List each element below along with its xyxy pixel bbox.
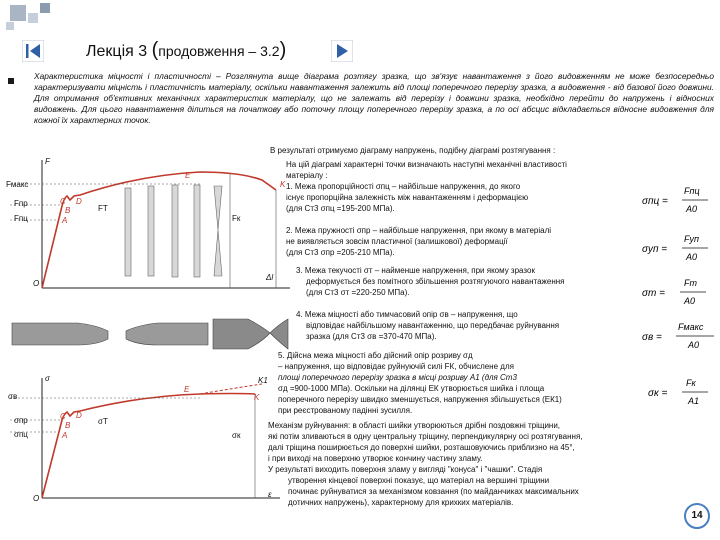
curve [42, 172, 276, 288]
page-number: 14 [684, 503, 710, 529]
point-K: K [254, 393, 260, 402]
formula-elasticity [642, 230, 712, 271]
text-line: 3. Межа текучості σт – найменше напруження, при якому зразок [296, 266, 535, 275]
text-line: (для Ст3 σпр =205-210 МПа). [286, 248, 395, 257]
formula-lhs: σк = [648, 388, 668, 399]
bullet-marker [8, 78, 14, 84]
decor-square [6, 22, 14, 30]
text-line: поперечного перерізу швидко зменшується, напруження збільшується (ЕК1) [278, 395, 562, 404]
decor-square [10, 5, 26, 21]
left-arrow-with-bar-icon [22, 40, 44, 62]
axis-label-F: F [45, 157, 50, 166]
formula-numerator: Fуп [684, 234, 699, 244]
label-delta-l: Δl [266, 273, 274, 282]
label-sigma-v: σв [8, 392, 18, 401]
curve [42, 394, 255, 499]
formula-numerator: Fк [686, 378, 696, 388]
text-line: На цій діаграмі характерні точки визначають наступні механічні властивості [286, 160, 567, 169]
label-FT: FТ [98, 204, 108, 213]
point-C: C [60, 412, 66, 421]
text-line: існує пропорційна залежність між навантаженням і деформацією [286, 193, 529, 202]
point-O: O [33, 279, 40, 288]
text-line: У результаті виходить поверхня зламу у вигляді "конуса" і "чашки". Стадія [268, 465, 543, 474]
formula-numerator: Fмакс [678, 322, 704, 332]
point-A: A [62, 216, 68, 225]
intro-paragraph: Характеристика міцності і пластичності – Розглянута вище діаграма розтягу зразка, що зв'язує навантаження з його видовженням не може безпосередньо характеризувати міцність і пластичність матеріалу, оскільки навантаження залежить від площі поперечного перерізу зразка, а видовження - від базової його довжини. Для отримання об'єктивних механічних характеристик матеріалу, що не залежать від перерізу і довжини зразка, необхідно перейти до напружень і відносних видовжень. Для цього навантаження ділиться на початкову або поточну площу поперечного перерізу зразка, а по осі абсцис відкладається відносне видовження для кожної їх характерних точок. [34, 71, 714, 126]
formula-true-strength [648, 374, 714, 415]
text-line: 4. Межа міцності або тимчасовий опір σв – напруження, що [296, 310, 518, 319]
title-main: Лекція 3 [86, 43, 152, 60]
text-line: далі тріщина поширюється до поверхні шийки, розташовуючись приблизно на 45°, [268, 443, 575, 452]
title-sub: продовження – 3.2 [158, 43, 280, 59]
page-title [86, 39, 286, 62]
text-line: при реєстрованому падінні зусилля. [278, 406, 413, 415]
text-line: і при виході на поверхню утворює кончину частину зламу. [268, 454, 483, 463]
axis-label-sigma: σ [45, 374, 50, 383]
formula-yield [642, 274, 712, 315]
title-paren: ( [151, 39, 159, 61]
text-line: 1. Межа пропорційності σпц – найбільше напруження, до якого [286, 182, 521, 191]
label-Fpr: Fпр [14, 199, 28, 208]
formula-denominator: A0 [684, 296, 696, 306]
text-line: не виявляється зовсім пластичної (залишкової) деформації [286, 237, 508, 246]
right-arrow-icon [331, 40, 353, 62]
formula-proportionality [642, 182, 712, 223]
text-line: деформується без помітного збільшення розтягуючого навантаження [306, 277, 565, 286]
label-Fmax: Fмакс [6, 180, 29, 189]
force-elongation-diagram [0, 150, 300, 300]
text-line: – напруження, що відповідає руйнуючій силі FК, обчислене для [278, 362, 514, 371]
point-K: K [280, 180, 286, 189]
text-line: σд =900-1000 МПа). Оскільки на ділянці ЕК утворюється шийка і площа [278, 384, 545, 393]
label-sigma-pc: σпц [14, 430, 28, 439]
label-Fpc: Fпц [14, 214, 28, 223]
specimen-neck-photo [8, 303, 293, 363]
formula-denominator: A1 [688, 396, 700, 406]
text-line: (для Ст3 σт =220-250 МПа). [306, 288, 410, 297]
label-Fk: Fк [232, 214, 241, 223]
formula-lhs: σт = [642, 288, 665, 299]
text-line: (для Ст3 σпц =195-200 МПа). [286, 204, 395, 213]
point-A: A [62, 431, 68, 440]
decor-square [40, 3, 50, 13]
point-D: D [76, 411, 82, 420]
point-K1: K1 [258, 376, 268, 385]
text-line: Механізм руйнування: в області шийки утворюються дрібні поздовжні тріщини, [268, 421, 561, 430]
label-sigmaK: σк [232, 431, 241, 440]
text-line: які потім зливаються в одну центральну тріщину, перпендикулярну осі розтягування, [268, 432, 583, 441]
label-sigma-pr: σпр [14, 416, 28, 425]
text-line: матеріалу : [286, 171, 328, 180]
text-line: площі поперечного перерізу зразка в місці розриву A1 (для Ст3 [278, 373, 517, 382]
point-E: E [185, 171, 191, 180]
formula-denominator: A0 [686, 252, 698, 262]
previous-slide-button[interactable] [22, 40, 44, 62]
point-B: B [65, 206, 71, 215]
point-O: O [33, 494, 40, 503]
true-stress-curve [200, 384, 262, 394]
specimen-sketch [125, 185, 222, 277]
point-D: D [76, 197, 82, 206]
result-line: В результаті отримуємо діаграму напружень, подібну діаграмі розтягування : [270, 146, 556, 155]
text-line: утворення кінцевої поверхні показує, що матеріал на вершині тріщини [288, 476, 550, 485]
label-sigmaT: σТ [98, 417, 108, 426]
formula-lhs: σуп = [642, 244, 668, 255]
formula-denominator: A0 [688, 340, 700, 350]
next-slide-button[interactable] [331, 40, 353, 62]
text-line: відповідає найбільшому навантаженню, що передбачає руйнування [306, 321, 560, 330]
title-paren: ) [279, 39, 287, 61]
formula-numerator: Fт [684, 278, 697, 288]
label-eps: ε [268, 490, 272, 499]
text-line: 2. Межа пружності σпр – найбільше напруження, при якому в матеріалі [286, 226, 552, 235]
text-line: зразка (для Ст3 σв =370-470 МПа). [306, 332, 437, 341]
text-line: дотичних напружень), характерному для крихких матеріалів. [288, 498, 514, 507]
stress-strain-diagram [0, 370, 285, 510]
formula-lhs: σв = [642, 332, 662, 343]
point-E: E [184, 385, 190, 394]
formula-ultimate [642, 318, 718, 359]
point-B: B [65, 421, 71, 430]
formula-lhs: σпц = [642, 196, 668, 207]
formula-denominator: A0 [686, 204, 698, 214]
text-line: починає руйнуватися за механізмом ковзання (по майданчиках максимальних [288, 487, 579, 496]
text-line: 5. Дійсна межа міцності або дійсний опір розриву σд [278, 351, 473, 360]
decor-square [28, 13, 38, 23]
point-C: C [60, 197, 66, 206]
formula-numerator: Fпц [684, 186, 700, 196]
